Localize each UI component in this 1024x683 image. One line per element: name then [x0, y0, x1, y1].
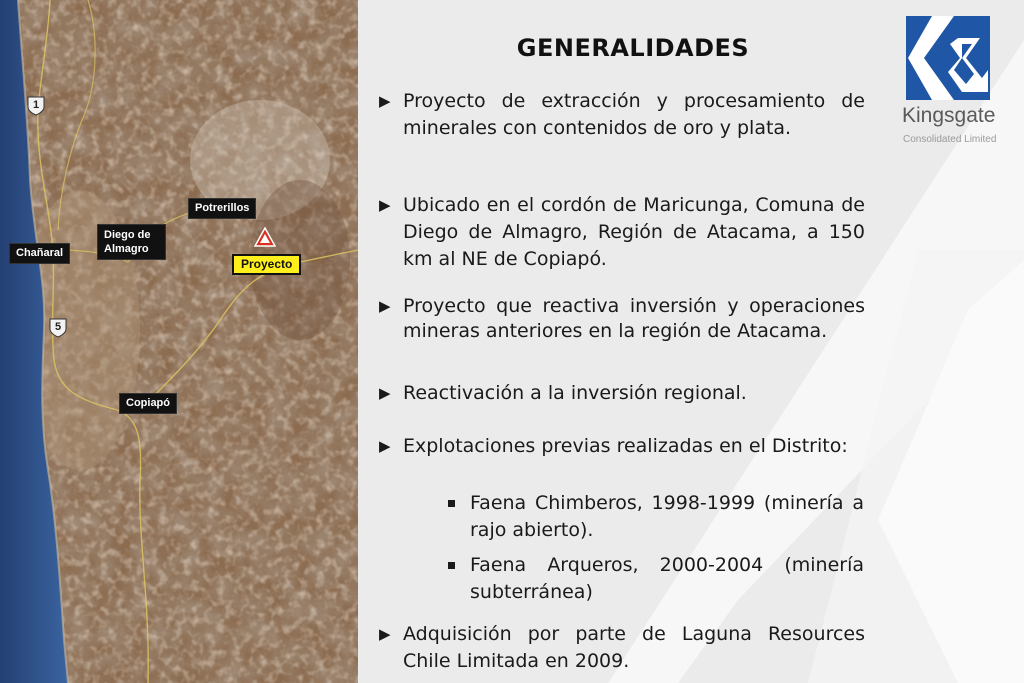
logo-name: Kingsgate	[902, 104, 996, 127]
label-proyecto: Proyecto	[232, 254, 301, 275]
warning-triangle-icon	[254, 227, 276, 247]
triangle-bullet-icon: ▶	[379, 625, 391, 643]
page-title: GENERALIDADES	[516, 34, 750, 62]
label-diego-de-almagro: Diego de Almagro	[97, 224, 166, 260]
bullet-item: ▶ Adquisición por parte de Laguna Resources Chile Limitada en 2009.	[379, 623, 865, 672]
bullet-item: ▶ Explotaciones previas realizadas en el Distrito:	[379, 435, 848, 457]
content-panel	[358, 0, 1024, 683]
label-potrerillos: Potrerillos	[188, 198, 256, 219]
sub-bullet-item: Faena Chimberos, 1998-1999 (minería a rajo abierto).	[470, 490, 864, 544]
route-1-shield: 1	[27, 96, 45, 116]
triangle-bullet-icon: ▶	[379, 297, 391, 315]
satellite-map	[0, 0, 358, 683]
bullet-item: ▶ Reactivación a la inversión regional.	[403, 380, 865, 407]
route-5-shield: 5	[49, 318, 67, 338]
square-bullet-icon	[448, 562, 455, 569]
kingsgate-logo	[902, 14, 1002, 154]
square-bullet-icon	[448, 500, 455, 507]
triangle-bullet-icon: ▶	[379, 92, 391, 110]
sub-bullet-item: Faena Arqueros, 2000-2004 (minería subterránea)	[470, 552, 864, 606]
label-copiapo: Copiapó	[119, 393, 177, 414]
bullet-item: ▶ Ubicado en el cordón de Maricunga, Comuna de Diego de Almagro, Región de Atacama, a 150 km al NE de Copiapó.	[379, 194, 865, 270]
bullet-item: ▶ Proyecto de extracción y procesamiento de minerales con contenidos de oro y plata.	[379, 90, 865, 139]
bullet-item: ▶ Proyecto que reactiva inversión y operaciones mineras anteriores en la región de Atacama.	[379, 295, 865, 342]
label-chanaral: Chañaral	[9, 243, 70, 264]
triangle-bullet-icon: ▶	[379, 384, 391, 402]
kingsgate-logo-mark	[902, 14, 994, 102]
triangle-bullet-icon: ▶	[379, 437, 391, 455]
triangle-bullet-icon: ▶	[379, 196, 391, 214]
logo-subtitle: Consolidated Limited	[903, 134, 997, 145]
map-terrain	[0, 0, 358, 683]
